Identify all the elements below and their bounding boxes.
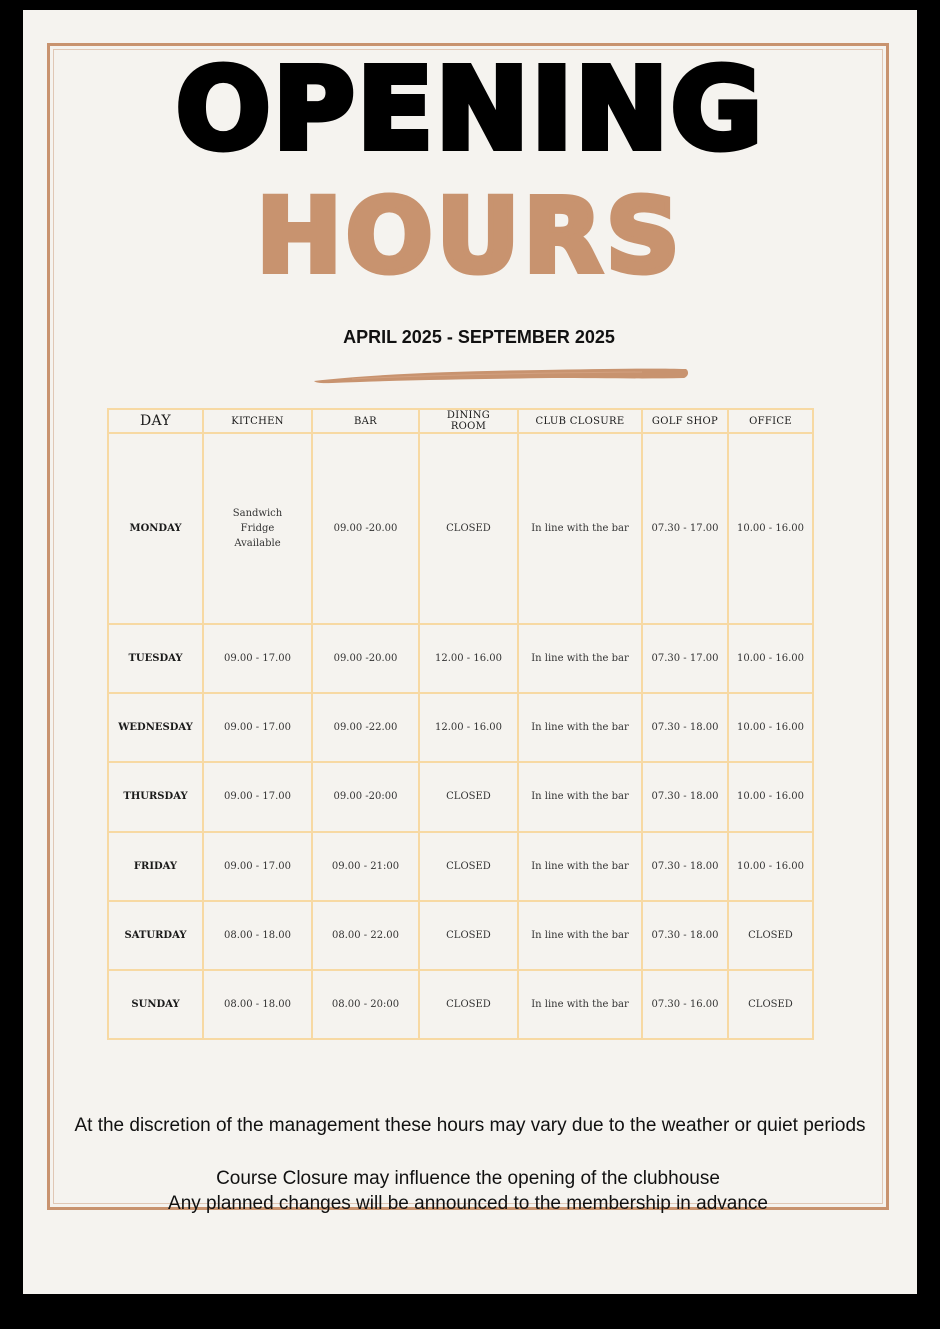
bar-cell: 09.00 -20.00 [312, 433, 419, 624]
kitchen-cell: 09.00 - 17.00 [203, 762, 312, 831]
office-cell: 10.00 - 16.00 [728, 624, 813, 693]
golf-shop-cell: 07.30 - 16.00 [642, 970, 728, 1039]
office-cell: 10.00 - 16.00 [728, 762, 813, 831]
bar-cell: 09.00 -20.00 [312, 624, 419, 693]
dining-room-cell: CLOSED [419, 433, 518, 624]
dining-room-cell: CLOSED [419, 970, 518, 1039]
kitchen-cell: Sandwich Fridge Available [203, 433, 312, 624]
dining-room-cell: 12.00 - 16.00 [419, 693, 518, 762]
golf-shop-cell: 07.30 - 17.00 [642, 624, 728, 693]
header-club-closure: CLUB CLOSURE [518, 409, 642, 433]
table-row [108, 832, 813, 901]
golf-shop-cell: 07.30 - 17.00 [642, 433, 728, 624]
header-kitchen: KITCHEN [203, 409, 312, 433]
planned-changes-note: Any planned changes will be announced to the membership in advance [168, 1193, 768, 1214]
day-cell: SATURDAY [108, 901, 203, 970]
kitchen-cell: 08.00 - 18.00 [203, 970, 312, 1039]
day-cell: WEDNESDAY [108, 693, 203, 762]
bar-cell: 08.00 - 22.00 [312, 901, 419, 970]
table-row [108, 624, 813, 693]
brush-stroke-divider [312, 364, 690, 386]
club-closure-cell: In line with the bar [518, 832, 642, 901]
day-cell: SUNDAY [108, 970, 203, 1039]
club-closure-cell: In line with the bar [518, 901, 642, 970]
day-cell: THURSDAY [108, 762, 203, 831]
golf-shop-cell: 07.30 - 18.00 [642, 762, 728, 831]
bar-cell: 09.00 -20:00 [312, 762, 419, 831]
dining-room-cell: CLOSED [419, 762, 518, 831]
dining-room-cell: CLOSED [419, 832, 518, 901]
golf-shop-cell: 07.30 - 18.00 [642, 901, 728, 970]
opening-hours-table [107, 408, 814, 1040]
golf-shop-cell: 07.30 - 18.00 [642, 693, 728, 762]
table-row [108, 901, 813, 970]
table-header-row [108, 409, 813, 433]
title-opening: OPENING [175, 45, 765, 175]
kitchen-cell: 08.00 - 18.00 [203, 901, 312, 970]
office-cell: CLOSED [728, 970, 813, 1039]
header-bar: BAR [312, 409, 419, 433]
discretion-note: At the discretion of the management these hours may vary due to the weather or quiet periods [74, 1115, 866, 1136]
office-cell: 10.00 - 16.00 [728, 832, 813, 901]
header-golf-shop: GOLF SHOP [642, 409, 728, 433]
table-row [108, 970, 813, 1039]
table-row [108, 762, 813, 831]
office-cell: 10.00 - 16.00 [728, 693, 813, 762]
closure-note [0, 1166, 936, 1216]
office-cell: 10.00 - 16.00 [728, 433, 813, 624]
course-closure-note: Course Closure may influence the opening of the clubhouse [216, 1168, 720, 1189]
bar-cell: 08.00 - 20:00 [312, 970, 419, 1039]
golf-shop-cell: 07.30 - 18.00 [642, 832, 728, 901]
club-closure-cell: In line with the bar [518, 762, 642, 831]
club-closure-cell: In line with the bar [518, 970, 642, 1039]
day-cell: MONDAY [108, 433, 203, 624]
bar-cell: 09.00 -22.00 [312, 693, 419, 762]
club-closure-cell: In line with the bar [518, 433, 642, 624]
bar-cell: 09.00 - 21:00 [312, 832, 419, 901]
club-closure-cell: In line with the bar [518, 693, 642, 762]
club-closure-cell: In line with the bar [518, 624, 642, 693]
title-hours: HOURS [256, 177, 684, 296]
date-range: APRIL 2025 - SEPTEMBER 2025 [343, 327, 615, 347]
table-row [108, 693, 813, 762]
dining-room-cell: CLOSED [419, 901, 518, 970]
table-row [108, 433, 813, 624]
header-office: OFFICE [728, 409, 813, 433]
header-day: DAY [108, 409, 203, 433]
dining-room-cell: 12.00 - 16.00 [419, 624, 518, 693]
kitchen-cell: 09.00 - 17.00 [203, 832, 312, 901]
kitchen-cell: 09.00 - 17.00 [203, 624, 312, 693]
day-cell: FRIDAY [108, 832, 203, 901]
office-cell: CLOSED [728, 901, 813, 970]
header-dining-room: DINING ROOM [419, 409, 518, 433]
day-cell: TUESDAY [108, 624, 203, 693]
kitchen-cell: 09.00 - 17.00 [203, 693, 312, 762]
